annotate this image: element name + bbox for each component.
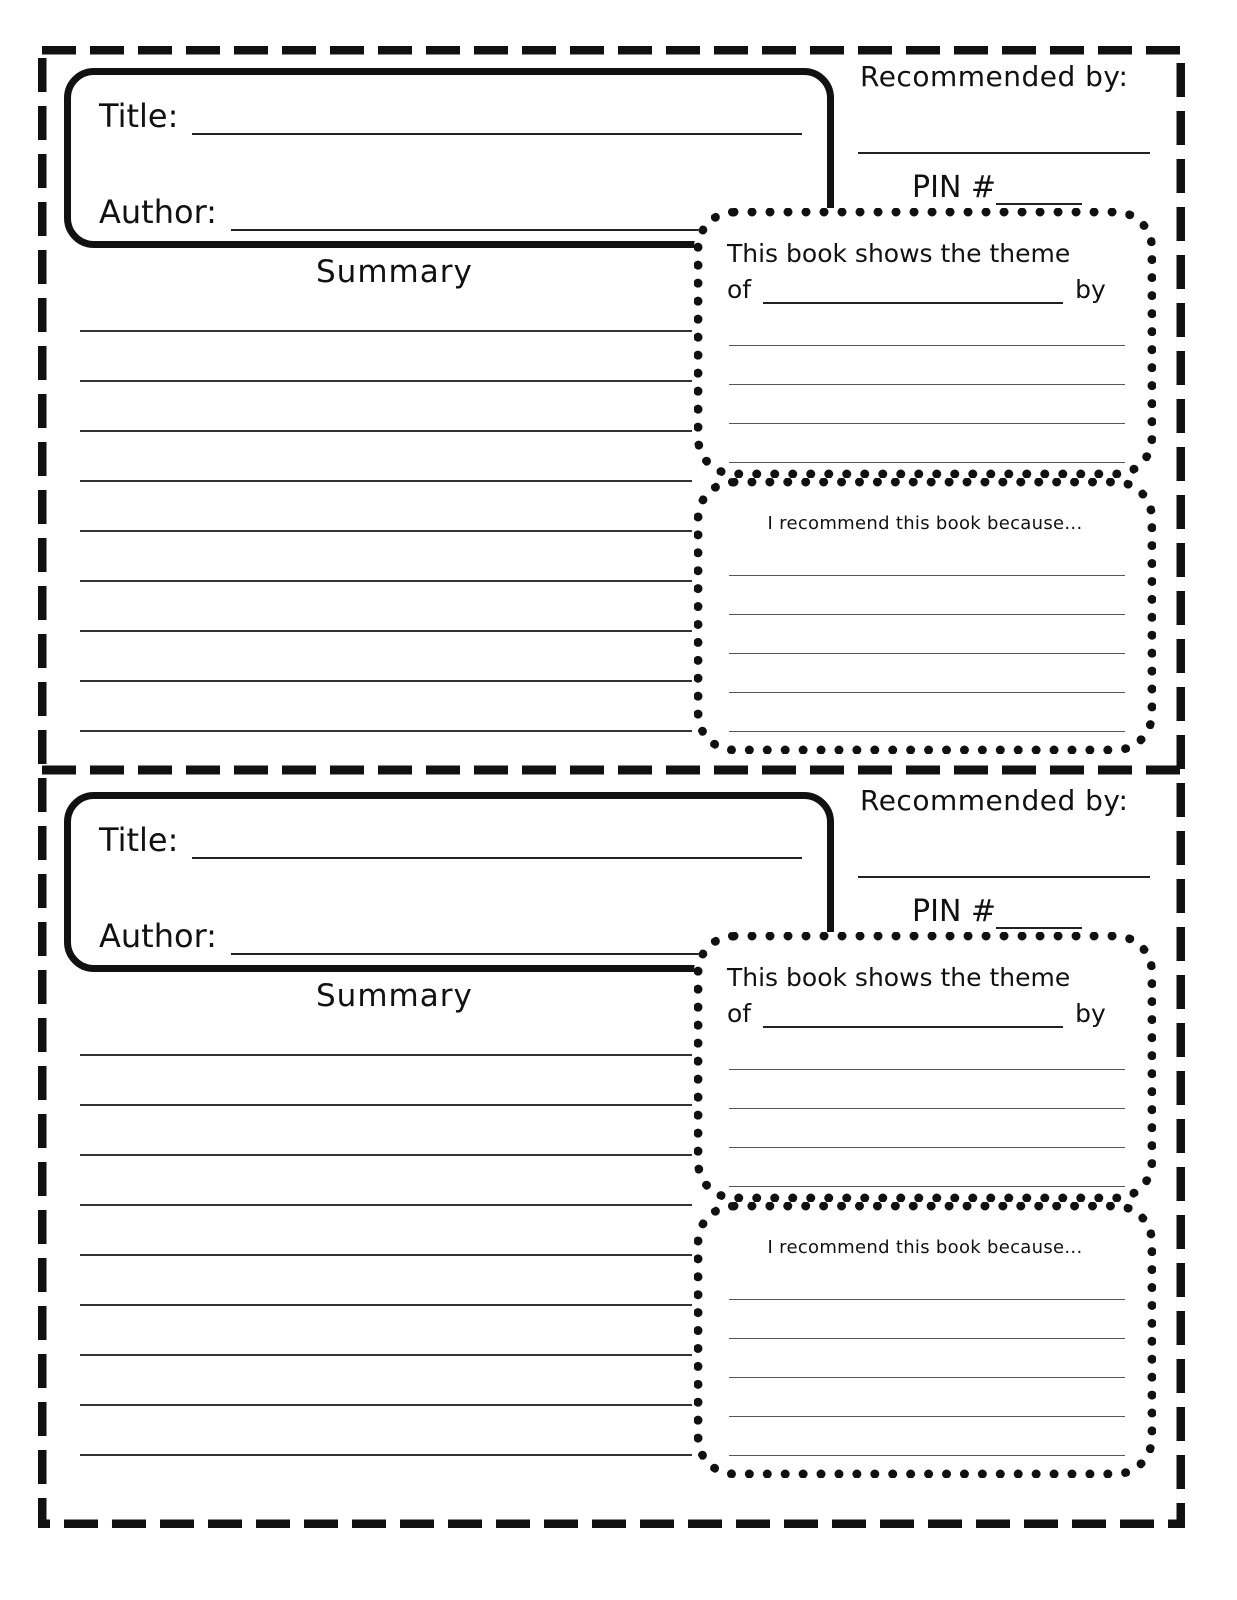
recommend-line[interactable] [729, 1417, 1125, 1456]
recommend-prompt: I recommend this book because... [767, 1237, 1083, 1258]
recommend-reason-box [694, 478, 1156, 754]
summary-line[interactable] [80, 1106, 692, 1156]
summary-line[interactable] [80, 532, 692, 582]
theme-of-row [727, 275, 1106, 304]
theme-of-row [727, 999, 1106, 1028]
recommend-line[interactable] [729, 615, 1125, 654]
theme-line[interactable] [729, 1148, 1125, 1187]
summary-line[interactable] [80, 1156, 692, 1206]
recommend-prompt: I recommend this book because... [767, 513, 1083, 534]
author-label: Author: [99, 917, 217, 955]
summary-lines[interactable] [80, 282, 692, 732]
recommend-reason-box [694, 1202, 1156, 1478]
theme-by-label: by [1075, 999, 1106, 1028]
theme-by-label: by [1075, 275, 1106, 304]
summary-heading: Summary [316, 254, 473, 290]
title-label: Title: [99, 821, 179, 859]
summary-line[interactable] [80, 1056, 692, 1106]
author-label: Author: [99, 193, 217, 231]
theme-line[interactable] [729, 1031, 1125, 1070]
book-card-bottom [38, 770, 1185, 1511]
theme-line[interactable] [729, 1070, 1125, 1109]
theme-box [694, 932, 1156, 1202]
recommended-by-label: Recommended by: [860, 60, 1129, 93]
pin-blank[interactable] [996, 905, 1082, 929]
theme-prompt: This book shows the theme [727, 239, 1071, 268]
recommended-by-blank[interactable] [858, 152, 1150, 154]
title-label: Title: [99, 97, 179, 135]
recommend-line[interactable] [729, 654, 1125, 693]
summary-line[interactable] [80, 1406, 692, 1456]
summary-line[interactable] [80, 332, 692, 382]
theme-of-label: of [727, 999, 752, 1028]
summary-line[interactable] [80, 632, 692, 682]
pin-label: PIN # [912, 170, 997, 205]
title-row [99, 821, 802, 859]
theme-line[interactable] [729, 385, 1125, 424]
theme-line[interactable] [729, 424, 1125, 463]
theme-prompt: This book shows the theme [727, 963, 1071, 992]
summary-line[interactable] [80, 1306, 692, 1356]
recommend-lines[interactable] [729, 1261, 1125, 1456]
summary-line[interactable] [80, 1256, 692, 1306]
recommend-line[interactable] [729, 1261, 1125, 1300]
recommend-line[interactable] [729, 537, 1125, 576]
recommend-line[interactable] [729, 1339, 1125, 1378]
summary-line[interactable] [80, 582, 692, 632]
title-blank[interactable] [192, 109, 802, 135]
pin-label: PIN # [912, 894, 997, 929]
theme-blank[interactable] [763, 1006, 1063, 1028]
summary-line[interactable] [80, 1006, 692, 1056]
author-row [99, 917, 701, 955]
theme-lines[interactable] [729, 1031, 1125, 1187]
recommended-by-label: Recommended by: [860, 784, 1129, 817]
summary-lines[interactable] [80, 1006, 692, 1456]
recommend-line[interactable] [729, 576, 1125, 615]
pin-blank[interactable] [996, 181, 1082, 205]
summary-line[interactable] [80, 482, 692, 532]
book-card-top [38, 46, 1185, 787]
author-row [99, 193, 701, 231]
theme-line[interactable] [729, 346, 1125, 385]
title-blank[interactable] [192, 833, 802, 859]
summary-line[interactable] [80, 382, 692, 432]
recommend-line[interactable] [729, 1378, 1125, 1417]
theme-box [694, 208, 1156, 478]
summary-line[interactable] [80, 1206, 692, 1256]
theme-of-label: of [727, 275, 752, 304]
author-blank[interactable] [231, 205, 701, 231]
pin-row [912, 170, 1082, 205]
theme-line[interactable] [729, 307, 1125, 346]
summary-line[interactable] [80, 682, 692, 732]
theme-line[interactable] [729, 1109, 1125, 1148]
recommended-by-blank[interactable] [858, 876, 1150, 878]
summary-line[interactable] [80, 1356, 692, 1406]
theme-lines[interactable] [729, 307, 1125, 463]
recommend-line[interactable] [729, 1300, 1125, 1339]
pin-row [912, 894, 1082, 929]
title-row [99, 97, 802, 135]
recommend-lines[interactable] [729, 537, 1125, 732]
summary-line[interactable] [80, 432, 692, 482]
author-blank[interactable] [231, 929, 701, 955]
summary-line[interactable] [80, 282, 692, 332]
summary-heading: Summary [316, 978, 473, 1014]
recommend-line[interactable] [729, 693, 1125, 732]
theme-blank[interactable] [763, 282, 1063, 304]
